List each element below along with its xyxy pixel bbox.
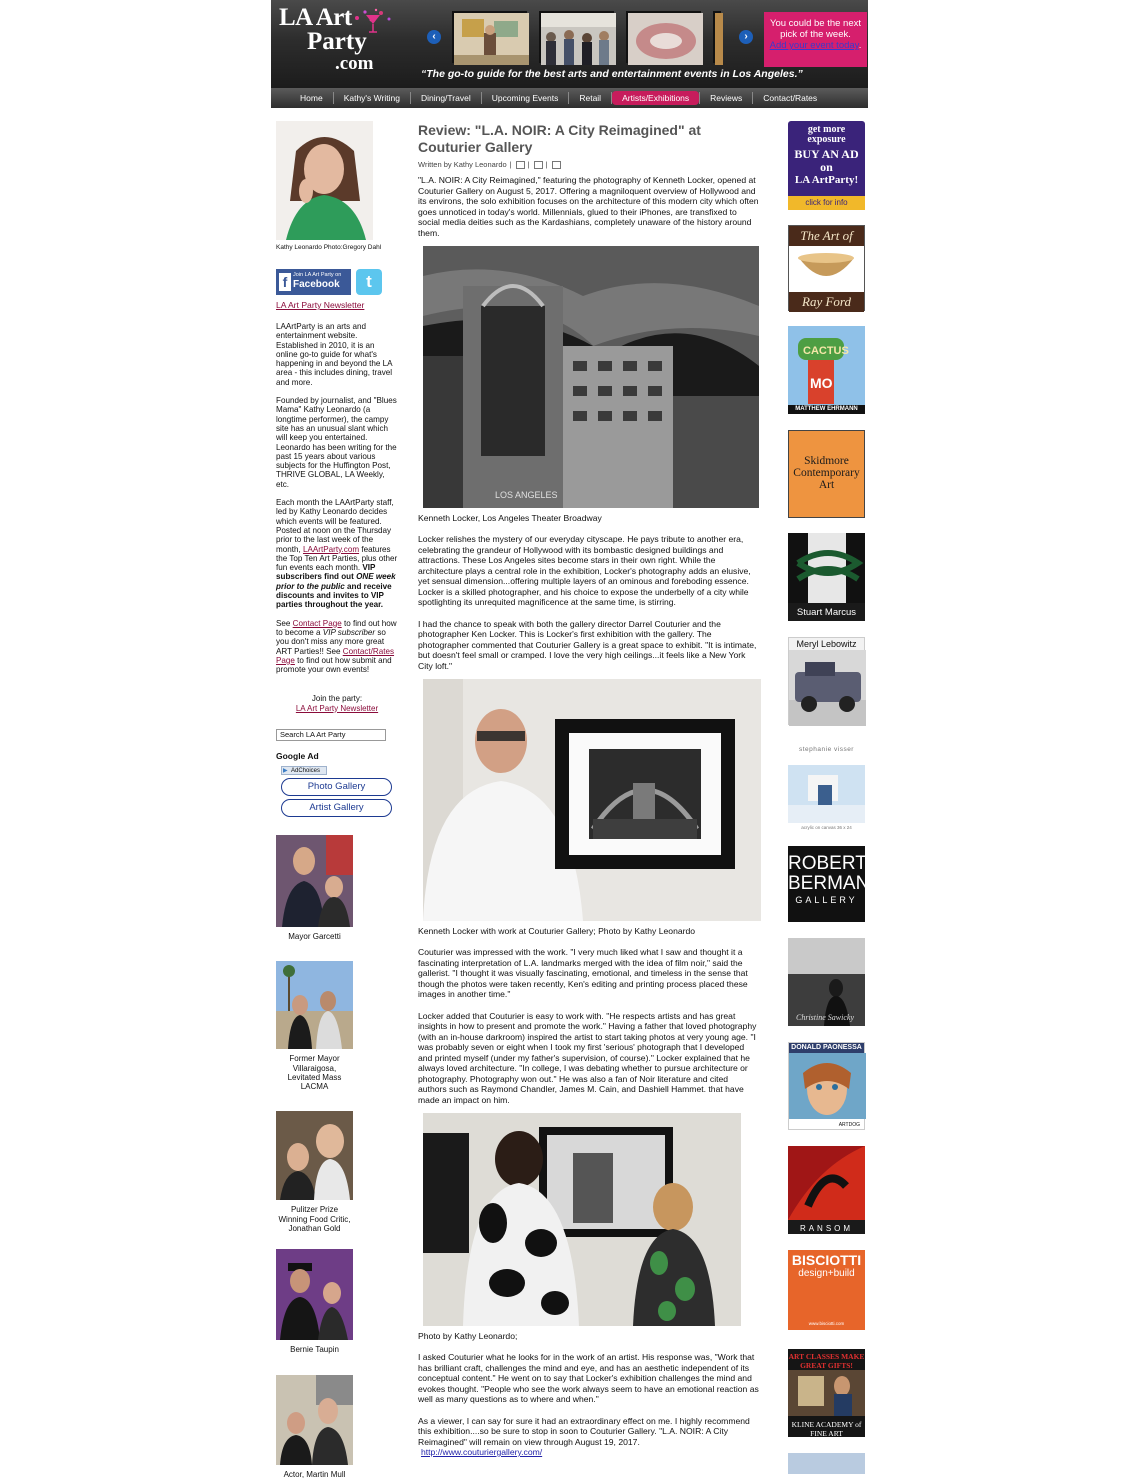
photo-caption: Actor, Martin Mull — [283, 1469, 346, 1479]
ad-ray-ford[interactable]: The Art of Ray Ford — [788, 225, 865, 311]
carousel-thumb-4[interactable] — [713, 11, 721, 63]
print-icon[interactable] — [516, 161, 525, 169]
google-ad-heading: Google Ad — [276, 750, 319, 761]
facebook-icon: f — [279, 273, 291, 291]
promo-box — [764, 12, 867, 67]
photo-caption: Kenneth Locker, Los Angeles Theater Broadway — [418, 513, 602, 523]
artist-photo — [423, 679, 761, 921]
celebrity-photo[interactable] — [276, 961, 353, 1049]
promo-text: You could be the next pick of the week. — [769, 18, 862, 40]
article-title: Review: "L.A. NOIR: A City Reimagined" at Couturier Gallery — [418, 122, 701, 155]
beach-photo-icon — [788, 938, 865, 1026]
logo-line3: .com — [335, 53, 374, 74]
article-paragraph: I had the chance to speak with both the gallery director Darrel Couturier and the photographer Ken Locker. This is Locker's first exhibition with the gallery. The photographer commented that Couturier Gallery is a great space to exhibit. "It is intimate, but doesn't feel small or cramped. I love the very high ceilings...it feels like a New York City loft." — [418, 618, 757, 671]
ad-partial[interactable] — [788, 1453, 865, 1474]
search-input[interactable]: Search LA Art Party — [276, 729, 386, 741]
founded-text: Founded by journalist, and "Blues Mama" Kathy Leonardo (a longtime performer), the campy site has an unusual slant which will keep you entertained. Leonardo has been writing for the past 15 years about various subjects for the Huffington Post, THRIVE GLOBAL, LA Weekly, etc. — [276, 396, 397, 489]
twitter-icon[interactable]: t — [356, 269, 382, 295]
logo-line2: Party — [307, 28, 367, 55]
photo-caption: Bernie Taupin — [290, 1345, 339, 1355]
ad-matthew-ehrmann[interactable]: CACTUS MO MATTHEW EHRMANN — [788, 326, 865, 414]
logo-line1: LA Art — [279, 4, 352, 31]
author-name: Written by Kathy Leonardo — [418, 160, 507, 169]
site-logo[interactable] — [279, 4, 399, 74]
ad-bisciotti[interactable]: BISCIOTTI design+build www.bisciotti.com — [788, 1250, 865, 1330]
celebrity-photo[interactable] — [276, 1375, 353, 1465]
carousel-thumb-3[interactable] — [626, 11, 701, 63]
ad-skidmore[interactable]: Skidmore Contemporary Art — [788, 430, 865, 518]
site-header — [271, 0, 868, 88]
photo-gallery-button[interactable]: Photo Gallery — [281, 778, 392, 796]
carousel-next-button[interactable]: › — [739, 30, 753, 44]
add-event-link[interactable]: Add your event today — [769, 40, 859, 51]
article-paragraph: "L.A. NOIR: A City Reimagined," featuring the photography of Kenneth Locker, opened at Couturier Gallery on August 5, 2017. Offering a magniloquent overview of Hollywood and its environs, the solo exhibition focuses on the architecture of this modern city which often goes unnoticed in today's world. Millennials, glued to their iPhones, are transfixed to social media deities such as the Kardashians, completely unaware of the history around them. — [418, 175, 759, 238]
see-contact-text: See Contact Page to find out how to become a VIP subscriber so you don't miss any more great ART Parties!! See Contact/Rates Page to find out how submit and promote your own events! — [276, 618, 397, 675]
crowd-photo-icon — [541, 13, 616, 65]
ad-meryl-lebowitz[interactable]: Meryl Lebowitz — [788, 637, 865, 725]
celebrity-photo[interactable] — [276, 835, 353, 927]
gallery-photo-icon — [454, 13, 529, 65]
abstract-painting-icon — [788, 765, 865, 823]
main-nav — [271, 88, 868, 108]
article-paragraph: Locker relishes the mystery of our everyday cityscape. He pays tribute to another era, celebrating the grandeur of Hollywood with its bombastic designed buildings and attractions. These Los Angeles sites become stars in their own right. While the architecture plays a central role in the exhibition, Locker's photography adds an elusive, yet sensual dimension...offering multiple layers of an ominous and foreboding essence. Locker is a skilled photographer, and his choice to expose the underbelly of a city while spotlighting its unrequited magnificence at the same time, is stirring. — [418, 534, 751, 607]
left-sidebar — [276, 121, 398, 1479]
svg-text:MO: MO — [810, 375, 833, 391]
portrait-caption: Kathy Leonardo Photo:Gregory Dahl — [276, 244, 382, 251]
newsletter-link[interactable]: LA Art Party Newsletter — [276, 300, 365, 310]
article — [418, 122, 759, 1457]
each-month-text: Each month the LAArtParty staff, led by Kathy Leonardo decides which events will be featured. Posted at noon on the Thursday prior to the last week of the month, LAArtParty.com features the Top Ten Art Parties, plus other fun events each month. VIP subscribers find out ONE week prior to the public and receive discounts and invites to VIP parties throughout the year. — [276, 498, 398, 610]
site-tagline: “The go-to guide for the best arts and entertainment events in Los Angeles.” — [421, 68, 803, 80]
motel-sign-icon — [788, 326, 865, 414]
join-newsletter-link[interactable]: LA Art Party Newsletter — [295, 703, 379, 713]
join-party — [276, 694, 398, 713]
email-icon[interactable] — [534, 161, 543, 169]
art-class-icon — [788, 1370, 865, 1416]
ad-donald-paonessa[interactable]: DONALD PAONESSA ARTDOG — [788, 1042, 865, 1130]
article-paragraph: As a viewer, I can say for sure it had an extraordinary effect on me. I highly recommend this exhibition....so be sure to stop in soon to Couturier Gallery. "L.A. NOIR: A City Reimagined" will remain on view through August 19, 2017. — [418, 1415, 750, 1447]
photo-caption: Kenneth Locker with work at Couturier Gallery; Photo by Kathy Leonardo — [418, 926, 696, 936]
carousel-prev-button[interactable]: ‹ — [427, 30, 441, 44]
gallery-visitors-photo — [423, 1113, 741, 1326]
celebrity-photo[interactable] — [276, 1249, 353, 1340]
nav-home[interactable]: Home — [300, 93, 323, 103]
svg-text:Christine Sawicky: Christine Sawicky — [796, 1013, 854, 1022]
sculpture-photo-icon — [628, 13, 703, 65]
laartparty-link[interactable]: LAArtParty.com — [303, 544, 360, 554]
photo-caption: Former Mayor Villaraigosa, Levitated Mass LACMA — [287, 1054, 342, 1092]
nav-dining-travel[interactable]: Dining/Travel — [420, 93, 471, 103]
artist-gallery-button[interactable]: Artist Gallery — [281, 799, 392, 817]
article-paragraph: Locker added that Couturier is easy to work with. "He respects artists and has great insights in how to present and promote the work." Having a father that loved photography (with an in-house darkroom) inspired the artist to start taking photos at very young age. "I was probably seven or eight when I took my first 'serious' photograph that I developed and printed myself (under my father's supervision, of course)." Locker explained that he always loved architecture. "In college, I was debating whether to pursue architecture or photography. Photography won out." He was also a fan of Noir literature and cited authors such as Raymond Chandler, James M. Cain, and Dashiell Hammet. that have made an impact on him. — [418, 1010, 757, 1105]
ad-christine-sawicky[interactable] — [788, 938, 865, 1026]
nav-contact-rates[interactable]: Contact/Rates — [763, 93, 818, 103]
ad-stephanie-visser[interactable]: stephanie visser acrylic on canvas 36 x 24 — [788, 745, 865, 825]
contact-rates-link[interactable]: Contact/Rates Page — [276, 646, 395, 665]
adchoices-badge[interactable]: ▶ AdChoices — [281, 766, 327, 775]
contact-page-link[interactable]: Contact Page — [292, 618, 342, 628]
ad-ransom[interactable]: RANSOM — [788, 1146, 865, 1234]
nav-artists-exhibitions[interactable]: Artists/Exhibitions — [612, 91, 699, 105]
svg-text:CACTUS: CACTUS — [803, 345, 849, 357]
byline: Written by Kathy Leonardo | | | — [418, 160, 759, 169]
ad-kline-academy[interactable]: ART CLASSES MAKE GREAT GIFTS! KLINE ACADEMY of FINE ART — [788, 1349, 865, 1437]
author-portrait — [276, 121, 373, 240]
edit-icon[interactable] — [552, 161, 561, 169]
truck-painting-icon — [789, 650, 866, 726]
page — [271, 0, 870, 1479]
ad-robert-berman[interactable]: ROBERT BERMAN GALLERY — [788, 846, 865, 922]
article-paragraph: Couturier was impressed with the work. "I very much liked what I saw and thought it a fascinating interpretation of L.A. landmarks merged with the idea of film noir," said the gallerist. "I thought it was visually fascinating, emotional, and timeless in the sense that though the photos were taken recently, Ken's editing and printing process placed these images in another time." — [418, 947, 748, 999]
figure-painting-icon — [788, 1146, 865, 1220]
about-text: LAArtParty is an arts and entertainment website. Established in 2010, it is an online go-to guide for what's happening in and beyond the LA area - this includes dining, travel and more. — [276, 322, 393, 387]
marquee-text: LOS ANGELES — [495, 490, 558, 500]
article-paragraph: I asked Couturier what he looks for in the work of an artist. His response was, "Work that has brilliant craft, challenges the mind and eye, and has an aesthetic independent of its conceptual content." He went on to say that Locker's exhibition challenges the mind and evokes thought. "People who see the work always seem to have an emotional reaction as well as many questions as to where and when." — [418, 1352, 759, 1404]
gallery-website-link[interactable]: http://www.couturiergallery.com/ — [421, 1447, 543, 1457]
theater-photo — [423, 246, 759, 508]
nav-kathys-writing[interactable]: Kathy's Writing — [343, 93, 400, 103]
martini-glass-icon — [365, 14, 381, 34]
celebrity-photo[interactable] — [276, 1111, 353, 1200]
join-label: Join the party: — [311, 694, 363, 704]
carousel-thumb-2[interactable] — [539, 11, 614, 63]
ad-stuart-marcus[interactable]: Stuart Marcus — [788, 533, 865, 621]
nav-upcoming-events[interactable]: Upcoming Events — [491, 93, 559, 103]
social-links — [276, 269, 398, 297]
promo-end: . — [858, 40, 862, 51]
carousel-thumb-1[interactable] — [452, 11, 527, 63]
nav-retail[interactable]: Retail — [579, 93, 602, 103]
facebook-small-text: Join LA Art Party on — [293, 272, 342, 278]
ad-buy-exposure[interactable]: get more exposure BUY AN AD on LA ArtParty! click for info — [788, 121, 865, 210]
portrait-painting-icon — [789, 1053, 866, 1119]
photo-caption: Photo by Kathy Leonardo; — [418, 1331, 518, 1341]
facebook-button[interactable] — [276, 269, 351, 295]
photo-caption: Mayor Garcetti — [288, 931, 341, 941]
facebook-big-text: Facebook — [293, 279, 340, 290]
photo-caption: Pulitzer Prize Winning Food Critic, Jonathan Gold — [278, 1205, 351, 1234]
nav-reviews[interactable]: Reviews — [710, 93, 743, 103]
sculpture-art-icon — [788, 533, 865, 603]
bowl-icon — [789, 246, 864, 290]
